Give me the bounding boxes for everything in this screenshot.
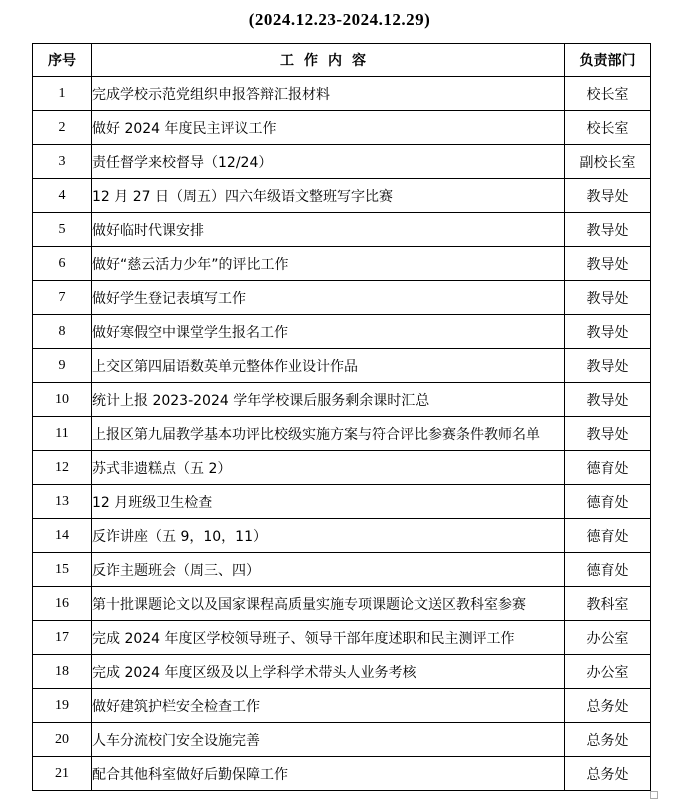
row-task: 责任督学来校督导（12/24） <box>92 145 565 179</box>
row-task: 完成 2024 年度区级及以上学科学术带头人业务考核 <box>92 655 565 689</box>
row-department: 总务处 <box>565 723 651 757</box>
row-number: 18 <box>33 655 92 689</box>
row-department: 德育处 <box>565 519 651 553</box>
row-task: 第十批课题论文以及国家课程高质量实施专项课题论文送区教科室参赛 <box>92 587 565 621</box>
row-task: 做好建筑护栏安全检查工作 <box>92 689 565 723</box>
row-number: 17 <box>33 621 92 655</box>
row-number: 8 <box>33 315 92 349</box>
row-number: 10 <box>33 383 92 417</box>
row-task: 统计上报 2023-2024 学年学校课后服务剩余课时汇总 <box>92 383 565 417</box>
table-row <box>33 417 651 451</box>
row-department: 教导处 <box>565 349 651 383</box>
row-department: 校长室 <box>565 111 651 145</box>
row-department: 教导处 <box>565 383 651 417</box>
table-body <box>33 77 651 791</box>
row-department: 德育处 <box>565 485 651 519</box>
row-task: 上报区第九届教学基本功评比校级实施方案与符合评比参赛条件教师名单 <box>92 417 565 451</box>
table-row <box>33 587 651 621</box>
row-number: 9 <box>33 349 92 383</box>
row-number: 7 <box>33 281 92 315</box>
table-row <box>33 247 651 281</box>
table-row <box>33 621 651 655</box>
table-row <box>33 281 651 315</box>
row-task: 12 月 27 日（周五）四六年级语文整班写字比赛 <box>92 179 565 213</box>
row-department: 办公室 <box>565 621 651 655</box>
row-task: 苏式非遗糕点（五 2） <box>92 451 565 485</box>
row-number: 3 <box>33 145 92 179</box>
row-task: 做好学生登记表填写工作 <box>92 281 565 315</box>
row-task: 做好“慈云活力少年”的评比工作 <box>92 247 565 281</box>
table-row <box>33 77 651 111</box>
row-number: 20 <box>33 723 92 757</box>
table-row <box>33 519 651 553</box>
row-department: 教导处 <box>565 281 651 315</box>
row-number: 6 <box>33 247 92 281</box>
row-department: 教导处 <box>565 417 651 451</box>
table-header-row <box>33 44 651 77</box>
row-department: 总务处 <box>565 757 651 791</box>
row-number: 16 <box>33 587 92 621</box>
row-department: 校长室 <box>565 77 651 111</box>
row-number: 14 <box>33 519 92 553</box>
table-row <box>33 451 651 485</box>
header-no: 序号 <box>33 44 92 77</box>
row-task: 人车分流校门安全设施完善 <box>92 723 565 757</box>
table-row <box>33 315 651 349</box>
row-department: 教导处 <box>565 315 651 349</box>
row-number: 13 <box>33 485 92 519</box>
row-department: 教科室 <box>565 587 651 621</box>
row-number: 11 <box>33 417 92 451</box>
row-task: 完成 2024 年度区学校领导班子、领导干部年度述职和民主测评工作 <box>92 621 565 655</box>
row-number: 4 <box>33 179 92 213</box>
row-number: 12 <box>33 451 92 485</box>
table-row <box>33 111 651 145</box>
table-row <box>33 213 651 247</box>
row-task: 完成学校示范党组织申报答辩汇报材料 <box>92 77 565 111</box>
row-department: 教导处 <box>565 179 651 213</box>
row-department: 总务处 <box>565 689 651 723</box>
row-number: 21 <box>33 757 92 791</box>
row-number: 15 <box>33 553 92 587</box>
table-row <box>33 553 651 587</box>
row-task: 做好临时代课安排 <box>92 213 565 247</box>
row-number: 1 <box>33 77 92 111</box>
row-department: 教导处 <box>565 247 651 281</box>
table-row <box>33 485 651 519</box>
table-row <box>33 757 651 791</box>
row-department: 德育处 <box>565 553 651 587</box>
row-number: 5 <box>33 213 92 247</box>
table-row <box>33 655 651 689</box>
table-row <box>33 179 651 213</box>
row-task: 上交区第四届语数英单元整体作业设计作品 <box>92 349 565 383</box>
date-range-title: (2024.12.23-2024.12.29) <box>248 10 431 29</box>
row-task: 反诈讲座（五 9，10，11） <box>92 519 565 553</box>
work-schedule-table <box>32 43 651 791</box>
table-resize-handle[interactable] <box>650 791 658 799</box>
row-department: 办公室 <box>565 655 651 689</box>
row-task: 反诈主题班会（周三、四） <box>92 553 565 587</box>
row-department: 德育处 <box>565 451 651 485</box>
row-task: 做好寒假空中课堂学生报名工作 <box>92 315 565 349</box>
row-task: 12 月班级卫生检查 <box>92 485 565 519</box>
row-number: 2 <box>33 111 92 145</box>
row-department: 副校长室 <box>565 145 651 179</box>
table-row <box>33 145 651 179</box>
row-number: 19 <box>33 689 92 723</box>
header-task: 工作内容 <box>92 44 565 77</box>
table-row <box>33 689 651 723</box>
table-row <box>33 349 651 383</box>
row-task: 配合其他科室做好后勤保障工作 <box>92 757 565 791</box>
table-row <box>33 723 651 757</box>
row-department: 教导处 <box>565 213 651 247</box>
header-dept: 负责部门 <box>565 44 651 77</box>
row-task: 做好 2024 年度民主评议工作 <box>92 111 565 145</box>
table-row <box>33 383 651 417</box>
